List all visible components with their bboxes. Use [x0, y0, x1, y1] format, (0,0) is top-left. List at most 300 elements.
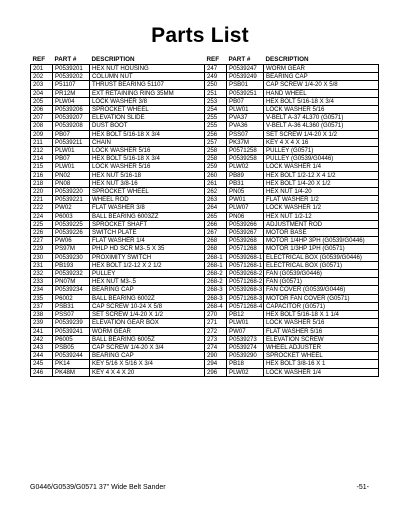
- ref-cell: 208: [31, 122, 53, 130]
- ref-cell: 267: [205, 229, 227, 237]
- description-cell: CAPACITOR (G0571): [264, 302, 379, 310]
- part-number-cell: P0539220: [53, 188, 90, 196]
- table-row: [205, 270, 379, 278]
- part-number-cell: P0539290: [227, 352, 264, 360]
- description-cell: LOCK WASHER 5/16: [90, 163, 205, 171]
- part-number-cell: P0539268-1: [227, 253, 264, 261]
- part-header: PART #: [53, 56, 90, 65]
- part-number-cell: PN02: [53, 171, 90, 179]
- table-row: [205, 122, 379, 130]
- ref-cell: 215: [31, 163, 53, 171]
- table-row: [31, 220, 205, 228]
- table-row: [31, 368, 205, 376]
- ref-cell: 222: [31, 204, 53, 212]
- ref-cell: 255: [205, 114, 227, 122]
- table-row: [31, 343, 205, 351]
- description-cell: HEX NUT M3-.5: [90, 278, 205, 286]
- part-number-cell: PVA37: [227, 114, 264, 122]
- description-cell: FLAT WASHER 5/16: [264, 327, 379, 335]
- table-row: [31, 335, 205, 343]
- part-number-cell: PW02: [53, 204, 90, 212]
- part-number-cell: PB31: [227, 179, 264, 187]
- description-cell: LOCK WASHER 5/16: [264, 106, 379, 114]
- description-cell: EXT RETAINING RING 35MM: [90, 89, 205, 97]
- table-row: [205, 261, 379, 269]
- part-number-cell: P0539206: [53, 106, 90, 114]
- description-cell: KEY 4 X 4 X 16: [264, 138, 379, 146]
- description-cell: HEX BOLT 1/2-12 X 2 1/2: [90, 261, 205, 269]
- part-number-cell: PVA36: [227, 122, 264, 130]
- table-row: [205, 163, 379, 171]
- table-row: [31, 352, 205, 360]
- ref-cell: 268: [205, 237, 227, 245]
- description-cell: HEX BOLT 3/8-16 X 1: [264, 360, 379, 368]
- ref-header: REF: [31, 56, 53, 65]
- description-cell: FAN COVER (G0539/G0446): [264, 286, 379, 294]
- ref-cell: 220: [31, 188, 53, 196]
- table-row: [205, 311, 379, 319]
- part-number-cell: PLW04: [53, 97, 90, 105]
- ref-cell: 265: [205, 212, 227, 220]
- part-number-cell: P0539226: [53, 229, 90, 237]
- description-cell: SET SCREW 1/4-20 X 1/2: [264, 130, 379, 138]
- table-row: [205, 229, 379, 237]
- ref-cell: 235: [31, 294, 53, 302]
- ref-cell: 203: [31, 81, 53, 89]
- description-cell: BALL BEARING 6005Z: [90, 335, 205, 343]
- part-number-cell: P0539211: [53, 138, 90, 146]
- table-row: [205, 302, 379, 310]
- ref-cell: 243: [31, 343, 53, 351]
- table-row: [205, 73, 379, 81]
- description-cell: HEX NUT HOUSING: [90, 65, 205, 73]
- part-number-cell: PSB05: [53, 343, 90, 351]
- part-number-cell: PN06: [227, 212, 264, 220]
- description-cell: SPROCKET WHEEL: [90, 106, 205, 114]
- part-number-cell: P0539239: [53, 319, 90, 327]
- table-row: [205, 114, 379, 122]
- part-number-cell: PSB01: [227, 81, 264, 89]
- table-row: [31, 179, 205, 187]
- ref-cell: 214: [31, 155, 53, 163]
- ref-cell: 242: [31, 335, 53, 343]
- table-row: [205, 212, 379, 220]
- table-row: [205, 245, 379, 253]
- description-cell: HEX NUT 3/8-16: [90, 179, 205, 187]
- table-row: [31, 261, 205, 269]
- description-cell: WHEEL ADJUSTER: [264, 343, 379, 351]
- table-row: [31, 229, 205, 237]
- part-number-cell: P0539201: [53, 65, 90, 73]
- part-number-cell: PLW07: [227, 204, 264, 212]
- table-row: [205, 204, 379, 212]
- description-cell: MOTOR 1/3HP 1PH (G0571): [264, 245, 379, 253]
- table-row: [31, 278, 205, 286]
- description-cell: CAP SCREW 1/4-20 X 5/8: [264, 81, 379, 89]
- ref-cell: 294: [205, 360, 227, 368]
- table-row: [205, 319, 379, 327]
- description-cell: PULLEY: [90, 270, 205, 278]
- table-row: [31, 311, 205, 319]
- part-number-cell: P0539232: [53, 270, 90, 278]
- part-number-cell: P0539202: [53, 73, 90, 81]
- ref-cell: 268-1: [205, 261, 227, 269]
- description-cell: SPROCKET WHEEL: [90, 188, 205, 196]
- ref-cell: 231: [31, 261, 53, 269]
- table-row: [205, 237, 379, 245]
- description-cell: HEX BOLT 1/2-12 X 4 1/2: [264, 171, 379, 179]
- ref-cell: 239: [31, 319, 53, 327]
- table-row: [31, 171, 205, 179]
- ref-cell: 268-3: [205, 294, 227, 302]
- ref-cell: 245: [31, 360, 53, 368]
- part-number-cell: PLW01: [53, 147, 90, 155]
- description-cell: PROXIMITY SWITCH: [90, 253, 205, 261]
- part-number-cell: PN07M: [53, 278, 90, 286]
- ref-cell: 256: [205, 130, 227, 138]
- ref-cell: 260: [205, 171, 227, 179]
- ref-cell: 216: [31, 171, 53, 179]
- ref-cell: 249: [205, 73, 227, 81]
- description-cell: MOTOR 1/4HP 3PH (G0539/G0446): [264, 237, 379, 245]
- description-cell: LOCK WASHER 5/16: [90, 147, 205, 155]
- description-header: DESCRIPTION: [264, 56, 379, 65]
- description-cell: WORM GEAR: [264, 65, 379, 73]
- table-row: [205, 286, 379, 294]
- parts-table-right: [204, 56, 379, 377]
- part-number-cell: PSS07: [227, 130, 264, 138]
- part-number-cell: P51107: [53, 81, 90, 89]
- ref-cell: 251: [205, 89, 227, 97]
- ref-cell: 273: [205, 335, 227, 343]
- description-cell: ADJUSTMENT ROD: [264, 220, 379, 228]
- ref-cell: 212: [31, 147, 53, 155]
- description-cell: V-BELT A-37 4L370 (G0571): [264, 114, 379, 122]
- table-row: [31, 237, 205, 245]
- ref-cell: 247: [205, 65, 227, 73]
- description-cell: HEX NUT 5/16-18: [90, 171, 205, 179]
- part-number-cell: P0539225: [53, 220, 90, 228]
- description-header: DESCRIPTION: [90, 56, 205, 65]
- ref-cell: 206: [31, 106, 53, 114]
- description-cell: KEY 4 X 4 X 20: [90, 368, 205, 376]
- ref-cell: 233: [31, 278, 53, 286]
- table-row: [205, 253, 379, 261]
- description-cell: THRUST BEARING 51107: [90, 81, 205, 89]
- description-cell: FAN (G0539/G0446): [264, 270, 379, 278]
- table-row: [31, 163, 205, 171]
- table-row: [31, 253, 205, 261]
- page-title: Parts List: [151, 24, 249, 47]
- part-number-cell: P0539249: [227, 73, 264, 81]
- description-cell: WORM GEAR: [90, 327, 205, 335]
- ref-cell: 268-2: [205, 270, 227, 278]
- ref-cell: 246: [31, 368, 53, 376]
- description-cell: HEX NUT 1/2-12: [264, 212, 379, 220]
- description-cell: SET SCREW 1/4-20 X 1/2: [90, 311, 205, 319]
- ref-cell: 258: [205, 147, 227, 155]
- part-number-cell: P0539244: [53, 352, 90, 360]
- table-row: [205, 138, 379, 146]
- table-row: [205, 327, 379, 335]
- description-cell: FLAT WASHER 1/4: [90, 237, 205, 245]
- part-number-cell: PB89: [227, 171, 264, 179]
- table-row: [205, 196, 379, 204]
- table-row: [31, 130, 205, 138]
- part-number-cell: P0539258: [227, 155, 264, 163]
- table-row: [31, 294, 205, 302]
- part-number-cell: PK37M: [227, 138, 264, 146]
- part-number-cell: PLW02: [227, 163, 264, 171]
- description-cell: WHEEL ROD: [90, 196, 205, 204]
- table-row: [31, 204, 205, 212]
- description-cell: DUST BOOT: [90, 122, 205, 130]
- description-cell: BEARING CAP: [90, 352, 205, 360]
- table-row: [205, 335, 379, 343]
- table-row: [205, 65, 379, 73]
- description-cell: LOCK WASHER 5/16: [264, 319, 379, 327]
- table-row: [31, 245, 205, 253]
- description-cell: ELECTRICAL BOX (G0571): [264, 261, 379, 269]
- ref-header: REF: [205, 56, 227, 65]
- ref-cell: 238: [31, 311, 53, 319]
- ref-cell: 270: [205, 311, 227, 319]
- table-row: [205, 97, 379, 105]
- part-number-cell: P0571268-4: [227, 302, 264, 310]
- ref-cell: 205: [31, 97, 53, 105]
- table-row: [205, 368, 379, 376]
- ref-cell: 268-1: [205, 253, 227, 261]
- ref-cell: 201: [31, 65, 53, 73]
- ref-cell: 268: [205, 245, 227, 253]
- table-row: [31, 106, 205, 114]
- ref-cell: 259: [205, 163, 227, 171]
- ref-cell: 211: [31, 138, 53, 146]
- part-number-cell: P0539268: [227, 237, 264, 245]
- table-row: [31, 302, 205, 310]
- table-row: [205, 352, 379, 360]
- description-cell: HEX BOLT 5/16-18 X 1 1/4: [264, 311, 379, 319]
- table-row: [31, 138, 205, 146]
- table-row: [31, 97, 205, 105]
- table-row: [205, 343, 379, 351]
- part-number-cell: P0539268-2: [227, 270, 264, 278]
- ref-cell: 204: [31, 89, 53, 97]
- part-number-cell: PSB31: [53, 302, 90, 310]
- description-cell: HEX BOLT 1/4-20 X 1/2: [264, 179, 379, 187]
- description-cell: COLUMN NUT: [90, 73, 205, 81]
- ref-cell: 241: [31, 327, 53, 335]
- table-row: [205, 130, 379, 138]
- part-number-cell: PW07: [227, 327, 264, 335]
- part-number-cell: PW01: [227, 196, 264, 204]
- table-row: [31, 196, 205, 204]
- table-row: [205, 294, 379, 302]
- description-cell: MOTOR BASE: [264, 229, 379, 237]
- table-row: [205, 220, 379, 228]
- part-number-cell: P0539247: [227, 65, 264, 73]
- description-cell: CAP SCREW 10-24 X 5/8: [90, 302, 205, 310]
- table-row: [31, 155, 205, 163]
- ref-cell: 268-4: [205, 302, 227, 310]
- description-cell: ELEVATION SCREW: [264, 335, 379, 343]
- ref-cell: 257: [205, 138, 227, 146]
- part-number-cell: PK14: [53, 360, 90, 368]
- part-header: PART #: [227, 56, 264, 65]
- ref-cell: 237: [31, 302, 53, 310]
- description-cell: PULLEY (G0539/G0446): [264, 155, 379, 163]
- part-number-cell: PB07: [53, 130, 90, 138]
- part-number-cell: PS97M: [53, 245, 90, 253]
- part-number-cell: P0539234: [53, 286, 90, 294]
- description-cell: CHAIN: [90, 138, 205, 146]
- description-cell: LOCK WASHER 1/2: [264, 204, 379, 212]
- description-cell: HEX NUT 1/4-20: [264, 188, 379, 196]
- table-row: [31, 73, 205, 81]
- parts-table-left: [30, 56, 205, 377]
- table-row: [31, 122, 205, 130]
- table-row: [205, 147, 379, 155]
- table-row: [31, 360, 205, 368]
- description-cell: KEY 5/16 X 5/16 X 3/4: [90, 360, 205, 368]
- ref-cell: 202: [31, 73, 53, 81]
- description-cell: FLAT WASHER 1/2: [264, 196, 379, 204]
- ref-cell: 268-3: [205, 286, 227, 294]
- ref-cell: 253: [205, 97, 227, 105]
- footer-page-number: -51-: [356, 484, 369, 491]
- ref-cell: 225: [31, 220, 53, 228]
- table-row: [31, 212, 205, 220]
- ref-cell: 244: [31, 352, 53, 360]
- part-number-cell: P6005: [53, 335, 90, 343]
- part-number-cell: PLW01: [53, 163, 90, 171]
- part-number-cell: PN08: [53, 179, 90, 187]
- table-row: [205, 179, 379, 187]
- description-cell: V-BELT A-36 4L360 (G0571): [264, 122, 379, 130]
- description-cell: HEX BOLT 5/16-18 X 3/4: [90, 155, 205, 163]
- description-cell: LOCK WASHER 1/4: [264, 163, 379, 171]
- description-cell: SPROCKET SHAFT: [90, 220, 205, 228]
- table-row: [31, 327, 205, 335]
- table-row: [31, 114, 205, 122]
- ref-cell: 234: [31, 286, 53, 294]
- part-number-cell: PLW01: [227, 319, 264, 327]
- description-cell: SWITCH PLATE: [90, 229, 205, 237]
- part-number-cell: PW06: [53, 237, 90, 245]
- description-cell: LOCK WASHER 1/4: [264, 368, 379, 376]
- description-cell: PULLEY (G0571): [264, 147, 379, 155]
- ref-cell: 218: [31, 179, 53, 187]
- table-row: [205, 278, 379, 286]
- description-cell: LOCK WASHER 3/8: [90, 97, 205, 105]
- part-number-cell: P0539251: [227, 89, 264, 97]
- ref-cell: 250: [205, 81, 227, 89]
- ref-cell: 255: [205, 122, 227, 130]
- table-row: [31, 188, 205, 196]
- ref-cell: 268-2: [205, 278, 227, 286]
- ref-cell: 226: [31, 229, 53, 237]
- ref-cell: 262: [205, 188, 227, 196]
- description-cell: ELECTRICAL BOX (G0539/G0446): [264, 253, 379, 261]
- table-row: [31, 270, 205, 278]
- table-row: [31, 147, 205, 155]
- table-row: [205, 81, 379, 89]
- description-cell: MOTOR FAN COVER (G0571): [264, 294, 379, 302]
- ref-cell: 264: [205, 204, 227, 212]
- description-cell: FLAT WASHER 3/8: [90, 204, 205, 212]
- part-number-cell: P0539208: [53, 122, 90, 130]
- description-cell: HAND WHEEL: [264, 89, 379, 97]
- description-cell: BEARING CAP: [264, 73, 379, 81]
- part-number-cell: PB07: [227, 97, 264, 105]
- part-number-cell: P0571268-1: [227, 261, 264, 269]
- part-number-cell: PLW01: [227, 106, 264, 114]
- part-number-cell: P0571268-2: [227, 278, 264, 286]
- ref-cell: 266: [205, 220, 227, 228]
- table-header-row: [31, 56, 205, 65]
- table-row: [205, 89, 379, 97]
- part-number-cell: P0539207: [53, 114, 90, 122]
- table-row: [31, 286, 205, 294]
- table-row: [205, 360, 379, 368]
- table-row: [31, 65, 205, 73]
- part-number-cell: P0571258: [227, 147, 264, 155]
- ref-cell: 221: [31, 196, 53, 204]
- part-number-cell: P0571268: [227, 245, 264, 253]
- description-cell: FAN (G0571): [264, 278, 379, 286]
- ref-cell: 254: [205, 106, 227, 114]
- part-number-cell: PSS07: [53, 311, 90, 319]
- part-number-cell: P6003: [53, 212, 90, 220]
- ref-cell: 263: [205, 196, 227, 204]
- table-row: [31, 81, 205, 89]
- ref-cell: 290: [205, 352, 227, 360]
- table-row: [205, 171, 379, 179]
- ref-cell: 230: [31, 253, 53, 261]
- part-number-cell: P0571268-3: [227, 294, 264, 302]
- part-number-cell: PB18: [227, 360, 264, 368]
- part-number-cell: P0539267: [227, 229, 264, 237]
- ref-cell: 224: [31, 212, 53, 220]
- part-number-cell: P0539266: [227, 220, 264, 228]
- ref-cell: 229: [31, 245, 53, 253]
- part-number-cell: P6002: [53, 294, 90, 302]
- part-number-cell: PB193: [53, 261, 90, 269]
- description-cell: BALL BEARING 6003ZZ: [90, 212, 205, 220]
- footer-model: G0446/G0539/G0571 37" Wide Belt Sander: [30, 484, 166, 491]
- part-number-cell: P0539230: [53, 253, 90, 261]
- ref-cell: 271: [205, 319, 227, 327]
- part-number-cell: PLW02: [227, 368, 264, 376]
- table-row: [31, 319, 205, 327]
- part-number-cell: PN05: [227, 188, 264, 196]
- part-number-cell: PB07: [53, 155, 90, 163]
- description-cell: HEX BOLT 5/16-18 X 3/4: [264, 97, 379, 105]
- description-cell: ELEVATION GEAR BOX: [90, 319, 205, 327]
- ref-cell: 274: [205, 343, 227, 351]
- ref-cell: 232: [31, 270, 53, 278]
- ref-cell: 296: [205, 368, 227, 376]
- table-row: [205, 155, 379, 163]
- description-cell: BALL BEARING 6002Z: [90, 294, 205, 302]
- ref-cell: 261: [205, 179, 227, 187]
- ref-cell: 207: [31, 114, 53, 122]
- ref-cell: 227: [31, 237, 53, 245]
- table-row: [205, 106, 379, 114]
- ref-cell: 272: [205, 327, 227, 335]
- ref-cell: 258: [205, 155, 227, 163]
- part-number-cell: PK48M: [53, 368, 90, 376]
